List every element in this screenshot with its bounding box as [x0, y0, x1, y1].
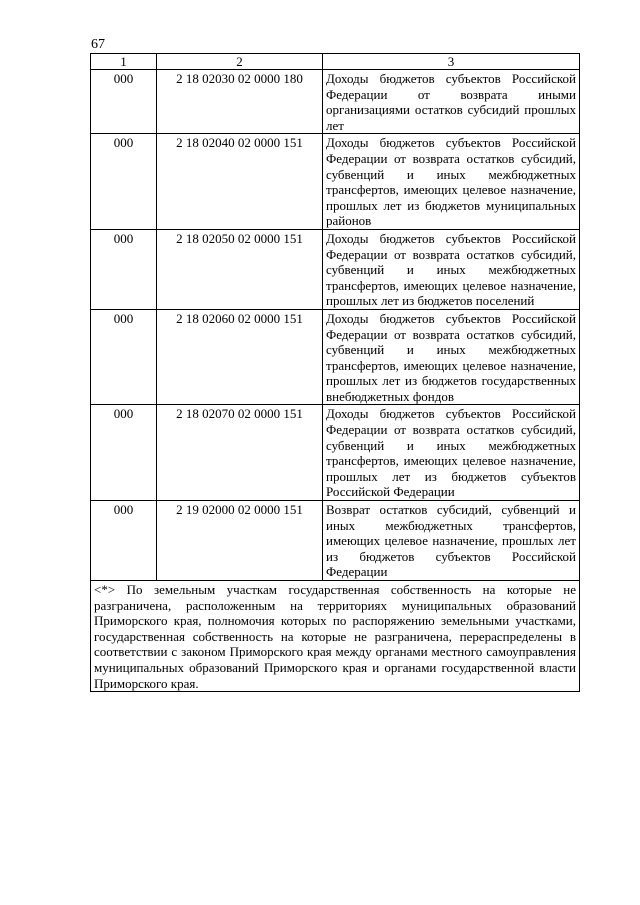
admin-code-cell: 000: [91, 309, 157, 405]
table-row: [91, 501, 580, 581]
column-header-2: 2: [157, 54, 323, 70]
admin-code-cell: 000: [91, 70, 157, 134]
footnote-row: [91, 581, 580, 692]
budget-code-cell: 2 18 02070 02 0000 151: [157, 405, 323, 501]
table-row: [91, 405, 580, 501]
revenue-name-cell: Возврат остатков субсидий, субвенций и иных межбюджетных трансфертов, имеющих целевое назначение, прошлых лет из бюджетов субъектов Российской Федерации: [323, 501, 580, 581]
budget-code-cell: 2 18 02060 02 0000 151: [157, 309, 323, 405]
revenue-name-cell: Доходы бюджетов субъектов Российской Федерации от возврата остатков субсидий, субвенций и иных межбюджетных трансфертов, имеющих целевое назначение, прошлых лет из бюджетов муниципальных районов: [323, 134, 580, 230]
column-header-3: 3: [323, 54, 580, 70]
revenue-name-cell: Доходы бюджетов субъектов Российской Федерации от возврата остатков субсидий, субвенций и иных межбюджетных трансфертов, имеющих целевое назначение, прошлых лет из бюджетов государственных внебюджетных фондов: [323, 309, 580, 405]
budget-classification-table: [90, 53, 580, 692]
table-row: [91, 309, 580, 405]
footnote-text: <*> По земельным участкам государственная собственность на которые не разграничена, расположенным на территориях муниципальных образований Приморского края, полномочия которых по распоряжению земельными участками, государственная собственность на которые не разграничена, перераспределены в соответствии с законом Приморского края между органами местного самоуправления муниципальных образований Приморского края и органами государственной власти Приморского края.: [91, 581, 580, 692]
admin-code-cell: 000: [91, 501, 157, 581]
admin-code-cell: 000: [91, 134, 157, 230]
admin-code-cell: 000: [91, 229, 157, 309]
budget-code-cell: 2 18 02040 02 0000 151: [157, 134, 323, 230]
revenue-name-cell: Доходы бюджетов субъектов Российской Федерации от возврата остатков субсидий, субвенций и иных межбюджетных трансфертов, имеющих целевое назначение, прошлых лет из бюджетов поселений: [323, 229, 580, 309]
table-row: [91, 229, 580, 309]
revenue-name-cell: Доходы бюджетов субъектов Российской Федерации от возврата иными организациями остатков субсидий прошлых лет: [323, 70, 580, 134]
budget-code-cell: 2 19 02000 02 0000 151: [157, 501, 323, 581]
table-header-row: [91, 54, 580, 70]
page-number: 67: [91, 37, 105, 52]
table-row: [91, 70, 580, 134]
budget-code-cell: 2 18 02030 02 0000 180: [157, 70, 323, 134]
table-row: [91, 134, 580, 230]
column-header-1: 1: [91, 54, 157, 70]
budget-code-cell: 2 18 02050 02 0000 151: [157, 229, 323, 309]
admin-code-cell: 000: [91, 405, 157, 501]
revenue-name-cell: Доходы бюджетов субъектов Российской Федерации от возврата остатков субсидий, субвенций и иных межбюджетных трансфертов, имеющих целевое назначение, прошлых лет из бюджетов субъектов Российской Федерации: [323, 405, 580, 501]
